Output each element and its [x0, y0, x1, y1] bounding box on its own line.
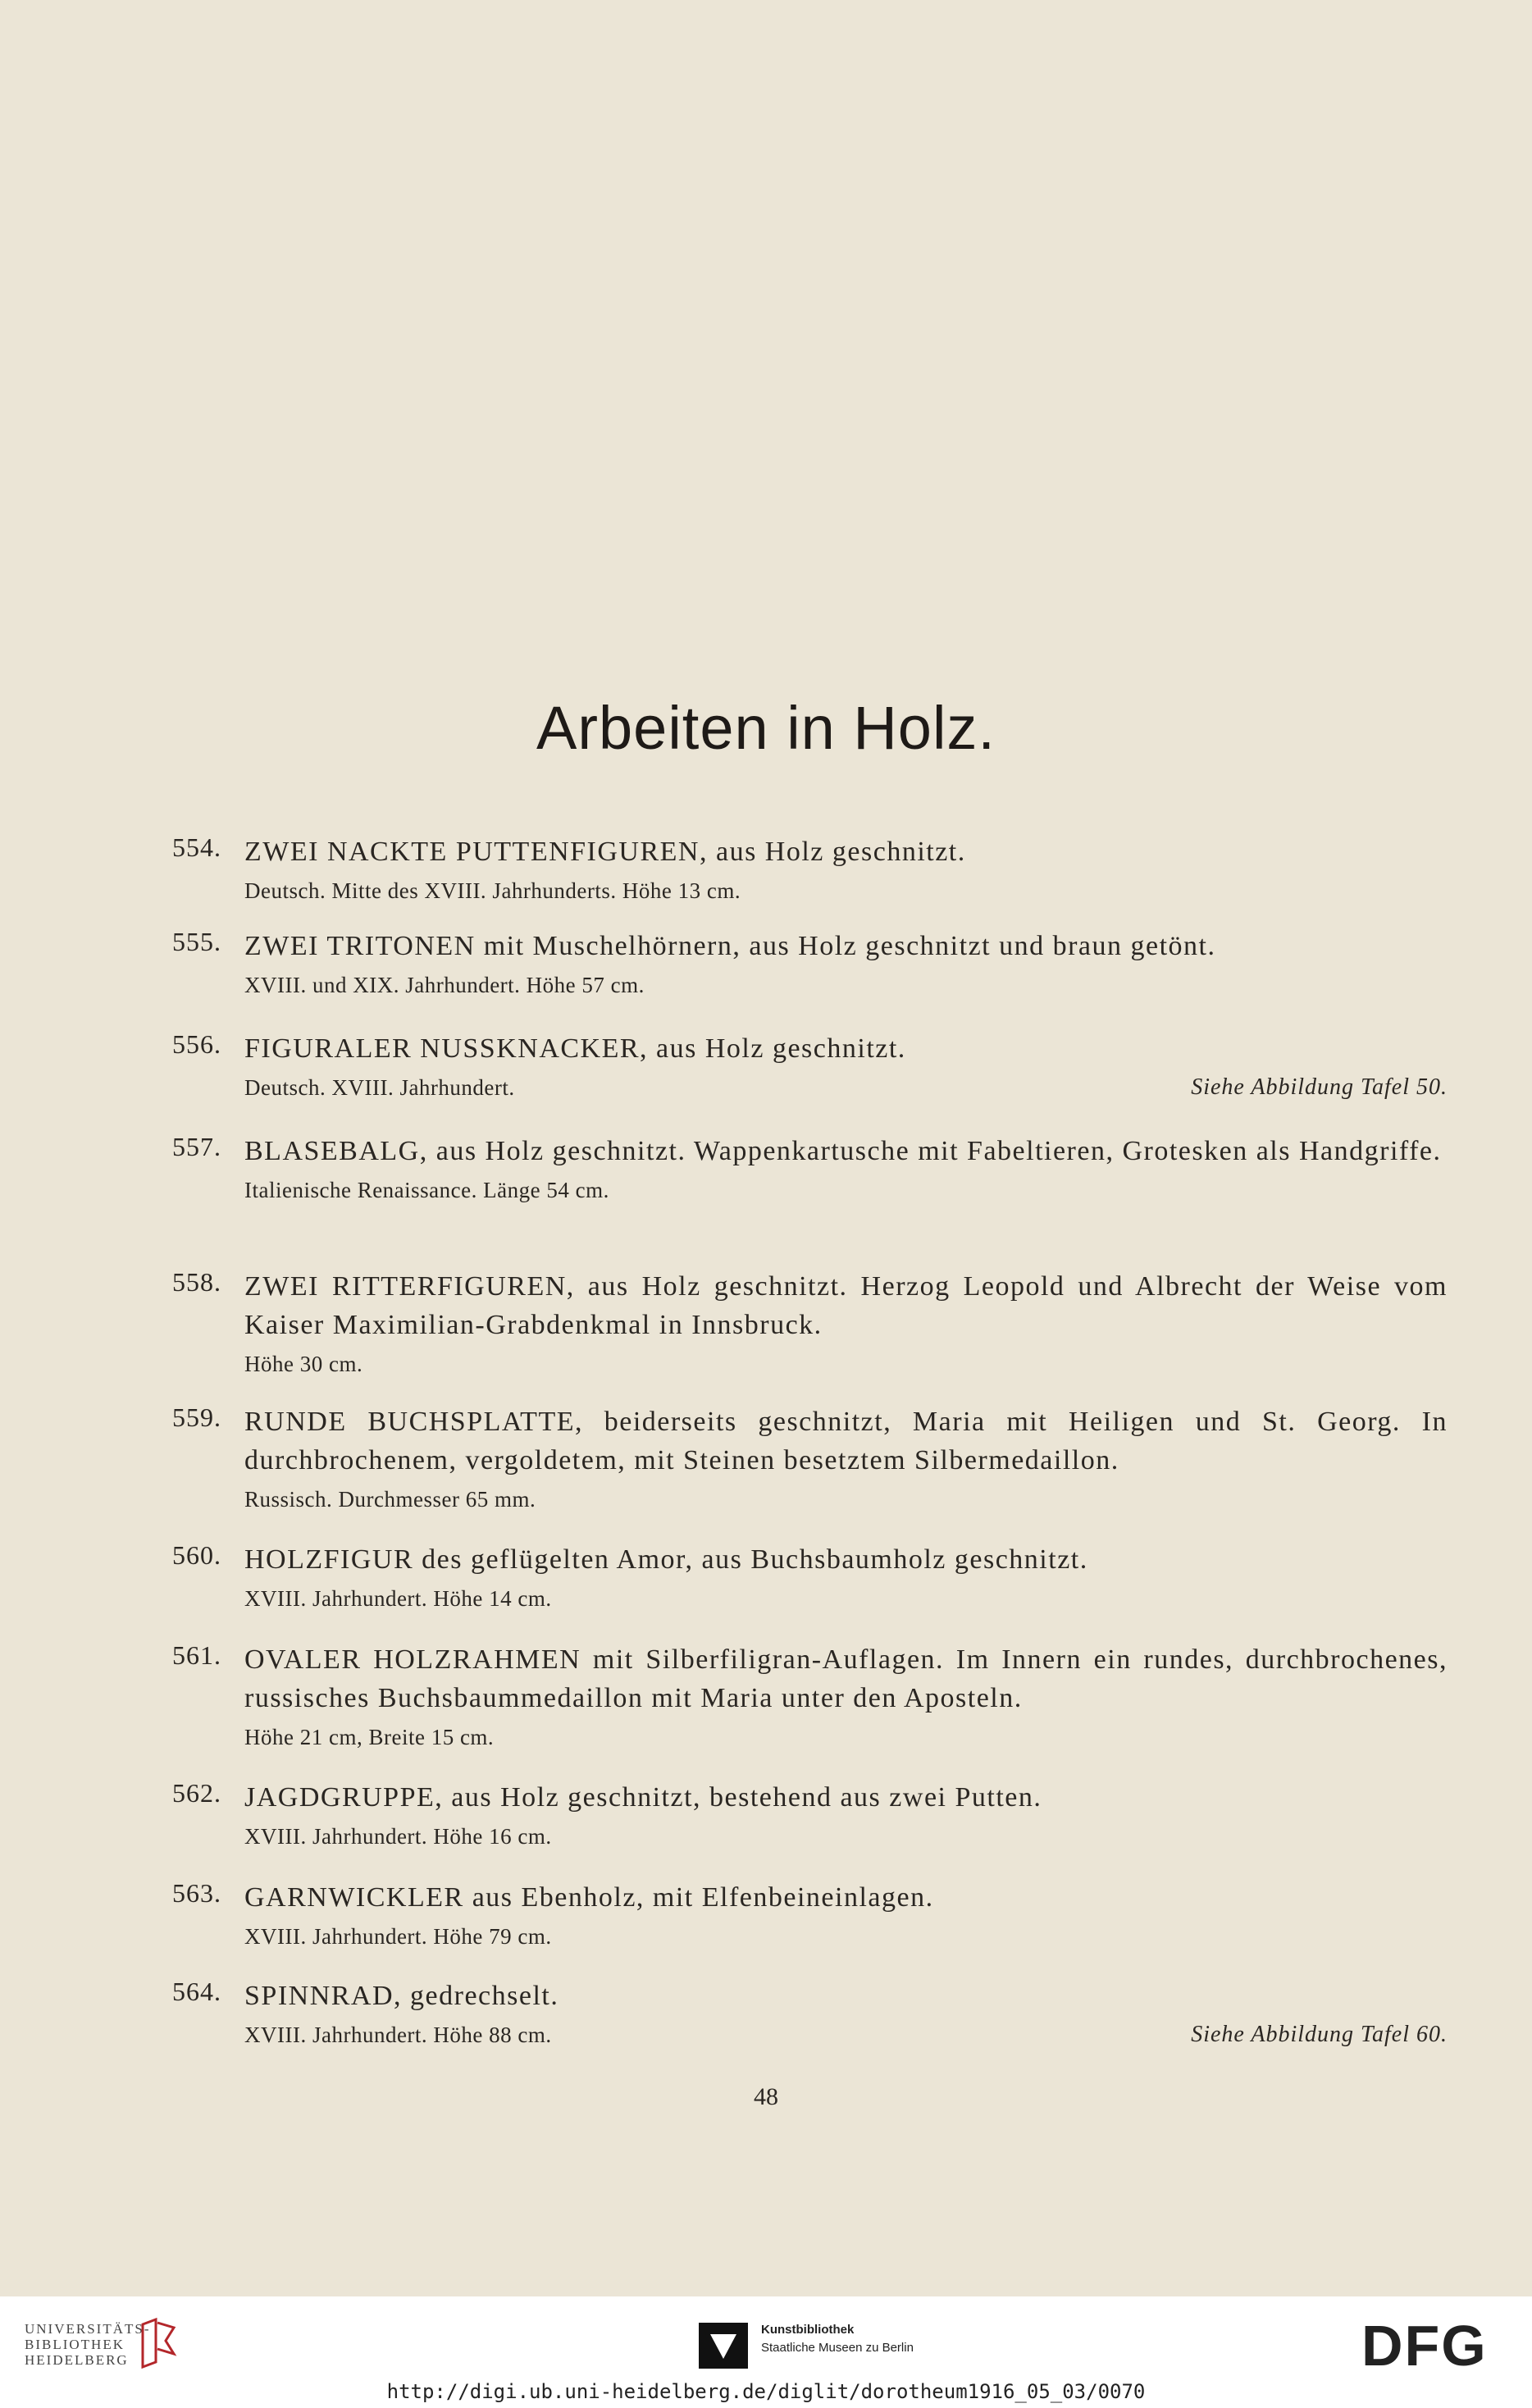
uni-line: UNIVERSITÄTS-: [25, 2321, 151, 2337]
entry-details: [244, 1484, 1448, 1514]
page-title: Arbeiten in Holz.: [536, 694, 996, 762]
university-logo-icon: [138, 2316, 179, 2374]
footer-bar: [0, 2296, 1532, 2408]
entry-details-text: Höhe 21 cm, Breite 15 cm.: [244, 1725, 495, 1749]
entry-details: [244, 1822, 1448, 1851]
entry-title: ZWEI TRITONEN mit Muschelhörnern, aus Holz geschnitzt und braun getönt.: [244, 931, 1216, 961]
entry-details-text: XVIII. Jahrhundert. Höhe 88 cm.: [244, 2023, 552, 2047]
entry-number: 555.: [172, 927, 221, 956]
kunstbibliothek-logo-icon: [699, 2323, 748, 2369]
catalog-entry: [172, 1640, 1448, 1752]
entry-details: [244, 1349, 1448, 1379]
uni-line: HEIDELBERG: [25, 2352, 129, 2368]
entry-details-text: XVIII. Jahrhundert. Höhe 14 cm.: [244, 1586, 552, 1611]
entry-details-text: Höhe 30 cm.: [244, 1352, 363, 1376]
entry-number: 562.: [172, 1778, 221, 1808]
entry-number: 560.: [172, 1540, 221, 1570]
entry-details: [244, 1584, 1448, 1613]
entry-details-text: Deutsch. XVIII. Jahrhundert.: [244, 1075, 515, 1100]
entry-details: [244, 2020, 1448, 2050]
catalog-entry: [172, 1878, 1448, 1951]
catalog-entry: [172, 1132, 1448, 1205]
entry-details-text: XVIII. Jahrhundert. Höhe 79 cm.: [244, 1924, 552, 1949]
entry-details: [244, 1722, 1448, 1752]
entry-title: SPINNRAD, gedrechselt.: [244, 1981, 559, 2011]
entry-number: 559.: [172, 1402, 221, 1432]
kb-subtitle: Staatliche Museen zu Berlin: [761, 2341, 914, 2355]
entry-title: GARNWICKLER aus Ebenholz, mit Elfenbeineinlagen.: [244, 1882, 934, 1913]
catalog-entry: [172, 1977, 1448, 2050]
university-library-label: [25, 2321, 151, 2368]
entry-details: [244, 1922, 1448, 1951]
kunstbibliothek-label: [761, 2321, 914, 2357]
catalog-entry: [172, 1778, 1448, 1851]
catalog-entry: [172, 1402, 1448, 1514]
entry-details: [244, 970, 1448, 1000]
entry-details-text: Italienische Renaissance. Länge 54 cm.: [244, 1178, 609, 1202]
entry-number: 561.: [172, 1640, 221, 1670]
entry-details: [244, 876, 1448, 905]
entry-title: ZWEI RITTERFIGUREN, aus Holz geschnitzt. Herzog Leopold und Albrecht der Weise vom Kaiser Maximilian-Grabdenkmal in Innsbruck.: [244, 1271, 1448, 1340]
entry-details-text: XVIII. und XIX. Jahrhundert. Höhe 57 cm.: [244, 973, 645, 997]
entry-details-text: XVIII. Jahrhundert. Höhe 16 cm.: [244, 1824, 552, 1849]
catalog-entry: [172, 832, 1448, 905]
entry-details: [244, 1073, 1448, 1102]
entry-title: JAGDGRUPPE, aus Holz geschnitzt, bestehend aus zwei Putten.: [244, 1782, 1042, 1813]
entry-title: BLASEBALG, aus Holz geschnitzt. Wappenkartusche mit Fabeltieren, Grotesken als Handgriffe.: [244, 1136, 1442, 1166]
entry-title: HOLZFIGUR des geflügelten Amor, aus Buchsbaumholz geschnitzt.: [244, 1544, 1088, 1575]
entry-title: OVALER HOLZRAHMEN mit Silberfiligran-Auflagen. Im Innern ein rundes, durchbrochenes, russisches Buchsbaummedaillon mit Maria unter den Aposteln.: [244, 1644, 1448, 1713]
entry-number: 558.: [172, 1267, 221, 1297]
entry-details: [244, 1175, 1448, 1205]
entry-title: FIGURALER NUSSKNACKER, aus Holz geschnitzt.: [244, 1033, 906, 1064]
source-url[interactable]: http://digi.ub.uni-heidelberg.de/diglit/dorotheum1916_05_03/0070: [386, 2380, 1146, 2403]
entry-number: 563.: [172, 1878, 221, 1908]
catalog-entry: [172, 1267, 1448, 1379]
page-number: 48: [754, 2083, 778, 2110]
entry-number: 556.: [172, 1029, 221, 1059]
catalog-entry: [172, 1540, 1448, 1613]
entry-number: 564.: [172, 1977, 221, 2006]
entry-details-text: Deutsch. Mitte des XVIII. Jahrhunderts. Höhe 13 cm.: [244, 878, 741, 903]
entry-title: RUNDE BUCHSPLATTE, beiderseits geschnitzt, Maria mit Heiligen und St. Georg. In durchbrochenem, vergoldetem, mit Steinen besetztem Silbermedaillon.: [244, 1407, 1448, 1475]
uni-line: BIBLIOTHEK: [25, 2337, 125, 2352]
kb-name: Kunstbibliothek: [761, 2323, 855, 2337]
dfg-logo: DFG: [1361, 2314, 1488, 2378]
catalog-entry: [172, 1029, 1448, 1102]
plate-reference: Siehe Abbildung Tafel 50.: [1191, 1074, 1448, 1100]
entry-title: ZWEI NACKTE PUTTENFIGUREN, aus Holz geschnitzt.: [244, 837, 966, 867]
entry-details-text: Russisch. Durchmesser 65 mm.: [244, 1487, 536, 1512]
entry-number: 554.: [172, 832, 221, 862]
catalog-entry: [172, 927, 1448, 1000]
entry-number: 557.: [172, 1132, 221, 1161]
plate-reference: Siehe Abbildung Tafel 60.: [1191, 2022, 1448, 2047]
